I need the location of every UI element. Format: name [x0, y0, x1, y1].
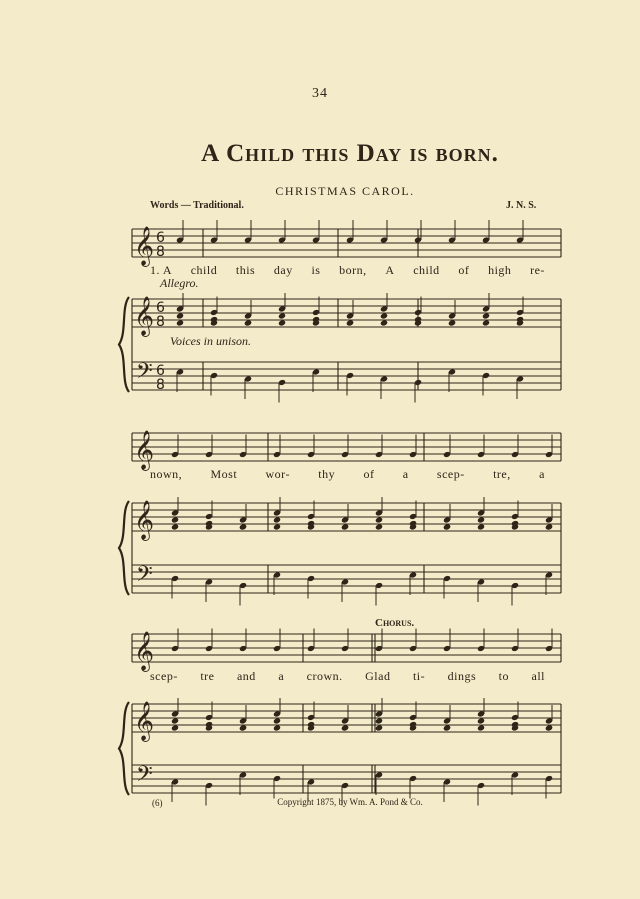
- page-number: 34: [312, 86, 328, 101]
- lyric-syllable: born,: [339, 263, 367, 277]
- chord-note-head: [375, 523, 383, 530]
- lyric-syllable: all: [531, 669, 545, 683]
- lyric-syllable: is: [311, 263, 321, 277]
- chord-note-head: [273, 724, 281, 731]
- lyric-syllable: dings: [447, 669, 477, 683]
- time-signature-bottom: 8: [156, 314, 165, 330]
- chord-note-head: [244, 319, 252, 326]
- lyric-syllable: scep-: [436, 467, 465, 481]
- composer-credit: J. N. S.: [506, 200, 537, 211]
- lyric-syllable: scep-: [150, 669, 178, 683]
- lyric-syllable: tre,: [493, 467, 511, 481]
- chord-note-head: [448, 319, 456, 326]
- chord-note-head: [239, 523, 247, 530]
- lyric-syllable: nown,: [150, 467, 183, 481]
- lyric-syllable: to: [498, 669, 509, 683]
- lyric-syllable: ti-: [412, 669, 426, 683]
- lyric-syllable: a: [539, 467, 545, 481]
- lyric-syllable: wor-: [265, 467, 290, 481]
- plate-number: (6): [152, 798, 163, 808]
- chord-note-head: [375, 724, 383, 731]
- lyric-syllable: of: [363, 467, 375, 481]
- time-signature-top: 6: [156, 300, 165, 316]
- lyric-syllable: crown.: [306, 669, 343, 683]
- lyric-syllable: high: [488, 263, 512, 277]
- chord-note-head: [443, 523, 451, 530]
- lyric-syllable: a: [278, 669, 285, 683]
- time-signature-bottom: 8: [156, 377, 165, 393]
- chord-note-head: [171, 516, 179, 523]
- brace: [119, 702, 129, 795]
- chord-note-head: [443, 724, 451, 731]
- time-signature-bottom: 8: [156, 244, 165, 260]
- bass-clef-icon: 𝄢: [136, 562, 153, 592]
- chord-note-head: [346, 319, 354, 326]
- bass-clef-icon: 𝄢: [136, 359, 153, 389]
- treble-clef-icon: 𝄞: [134, 500, 155, 540]
- chord-note-head: [477, 717, 485, 724]
- song-title: A Child this Day is born.: [201, 140, 499, 167]
- lyric-syllable: this: [235, 263, 256, 277]
- lyric-syllable: child: [190, 263, 218, 277]
- chorus-label: Chorus.: [375, 617, 415, 629]
- chord-note-head: [477, 516, 485, 523]
- words-credit: Words — Traditional.: [150, 200, 244, 211]
- performance-direction: Voices in unison.: [170, 334, 251, 348]
- chord-note-head: [171, 717, 179, 724]
- lyric-syllable: re-: [530, 263, 545, 277]
- chord-note-head: [482, 319, 490, 326]
- chord-note-head: [176, 319, 184, 326]
- chord-note-head: [482, 312, 490, 319]
- lyric-syllable: thy: [318, 467, 336, 481]
- chord-note-head: [239, 724, 247, 731]
- chord-note-head: [278, 312, 286, 319]
- treble-clef-icon: 𝄞: [134, 430, 155, 470]
- lyrics-line-3: [150, 669, 545, 684]
- chord-note-head: [278, 319, 286, 326]
- time-signature-top: 6: [156, 363, 165, 379]
- brace: [119, 501, 129, 595]
- lyric-syllable: A: [385, 263, 395, 277]
- lyric-syllable: Glad: [365, 669, 391, 683]
- lyric-syllable: Most: [210, 467, 238, 481]
- treble-clef-icon: 𝄞: [134, 226, 155, 266]
- treble-clef-icon: 𝄞: [134, 631, 155, 671]
- copyright-notice: Copyright 1875, by Wm. A. Pond & Co.: [277, 797, 423, 807]
- lyrics-line-1: [150, 263, 545, 278]
- chord-note-head: [176, 312, 184, 319]
- lyric-syllable: and: [236, 669, 256, 683]
- chord-note-head: [171, 523, 179, 530]
- treble-clef-icon: 𝄞: [134, 701, 155, 741]
- chord-note-head: [545, 724, 553, 731]
- chord-note-head: [375, 717, 383, 724]
- chord-note-head: [171, 724, 179, 731]
- chord-note-head: [341, 724, 349, 731]
- chord-note-head: [273, 516, 281, 523]
- chord-note-head: [375, 516, 383, 523]
- lyric-syllable: child: [413, 263, 440, 277]
- chord-note-head: [380, 319, 388, 326]
- lyrics-line-2: [150, 467, 545, 482]
- chord-note-head: [545, 523, 553, 530]
- bass-clef-icon: 𝄢: [136, 762, 153, 792]
- lyric-syllable: 1. A: [150, 263, 173, 277]
- lyric-syllable: of: [458, 263, 470, 277]
- time-signature-top: 6: [156, 230, 165, 246]
- chord-note-head: [273, 523, 281, 530]
- tempo-marking: Allegro.: [160, 276, 199, 290]
- song-subtitle: CHRISTMAS CAROL.: [275, 184, 415, 198]
- chord-note-head: [477, 523, 485, 530]
- brace: [119, 297, 129, 392]
- treble-clef-icon: 𝄞: [134, 296, 155, 336]
- chord-note-head: [477, 724, 485, 731]
- lyric-syllable: tre: [200, 669, 215, 683]
- chord-note-head: [341, 523, 349, 530]
- chord-note-head: [380, 312, 388, 319]
- chord-note-head: [273, 717, 281, 724]
- lyric-syllable: a: [402, 467, 409, 481]
- lyric-syllable: day: [273, 263, 293, 277]
